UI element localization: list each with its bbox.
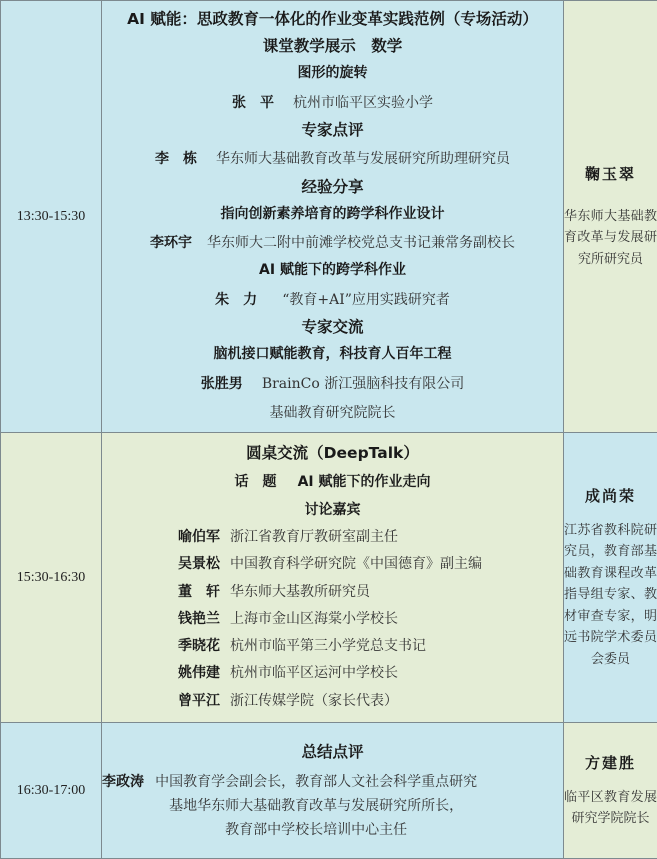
guest-name: 喻伯军 <box>102 524 230 551</box>
host-cell <box>564 723 657 859</box>
block-topic: 脑机接口赋能教育，科技育人百年工程 <box>102 341 563 368</box>
host-description: 江苏省教科院研究员，教育部基础教育课程改革指导组专家、教材审查专家，明远书院学术委员会委员 <box>564 520 657 671</box>
guest-affiliation: 浙江省教育厅教研室副主任 <box>230 524 398 551</box>
affiliation-line: 基地华东师大基础教育改革与发展研究所所长， <box>155 794 477 818</box>
list-item <box>102 551 563 578</box>
block-topic: 图形的旋转 <box>102 60 563 87</box>
block-heading: AI 赋能下的跨学科作业 <box>102 257 563 284</box>
speaker-line <box>102 285 563 314</box>
block-heading: 专家点评 <box>102 117 563 144</box>
speaker-line <box>102 88 563 117</box>
speaker-line <box>102 228 563 257</box>
session-title: AI 赋能：思政教育一体化的作业变革实践范例（专场活动） <box>102 6 563 33</box>
speaker-affiliation: 基础教育研究院院长 <box>270 405 396 421</box>
speaker-affiliation: 华东师大二附中前滩学校党总支书记兼常务副校长 <box>207 235 515 251</box>
speaker-name: 李环宇 <box>150 235 192 251</box>
guest-name: 董 轩 <box>102 579 230 606</box>
topic-line <box>102 467 563 496</box>
host-name: 成尚荣 <box>564 485 657 506</box>
speaker-line <box>102 369 563 398</box>
speaker-affiliation: “教育+AI”应用实践研究者 <box>282 292 450 308</box>
guest-list <box>102 524 563 715</box>
speaker-name: 张 平 <box>232 95 274 111</box>
speaker-name: 李政涛 <box>102 770 144 794</box>
list-item <box>102 688 563 715</box>
block-heading: 经验分享 <box>102 174 563 201</box>
host-description: 临平区教育发展研究学院院长 <box>564 787 657 830</box>
host-cell <box>564 433 657 723</box>
session-title: 总结点评 <box>102 739 563 766</box>
guest-affiliation: 华东师大基教所研究员 <box>230 579 370 606</box>
guest-name: 钱艳兰 <box>102 606 230 633</box>
block-heading: 专家交流 <box>102 314 563 341</box>
topic-label: 话 题 <box>234 474 276 490</box>
session-content <box>102 723 564 859</box>
speaker-line <box>102 144 563 173</box>
host-cell <box>564 1 657 433</box>
session-content <box>102 1 564 433</box>
list-item <box>102 606 563 633</box>
speaker-affiliation: 华东师大基础教育改革与发展研究所助理研究员 <box>216 151 510 167</box>
speaker-affiliation: BrainCo 浙江强脑科技有限公司 <box>262 376 464 392</box>
list-item <box>102 633 563 660</box>
host-description: 华东师大基础教育改革与发展研究所研究员 <box>564 206 657 271</box>
session-row <box>1 1 657 433</box>
block-topic: 指向创新素养培育的跨学科作业设计 <box>102 201 563 228</box>
speaker-line <box>102 770 563 842</box>
session-time: 15:30-16:30 <box>1 433 102 723</box>
session-content <box>102 433 564 723</box>
guest-name: 曾平江 <box>102 688 230 715</box>
guest-affiliation: 上海市金山区海棠小学校长 <box>230 606 398 633</box>
speaker-name: 李 栋 <box>155 151 197 167</box>
speaker-name: 张胜男 <box>201 376 243 392</box>
host-name: 方建胜 <box>564 752 657 773</box>
guest-affiliation: 中国教育科学研究院《中国德育》副主编 <box>230 551 482 578</box>
speaker-name: 朱 力 <box>215 292 257 308</box>
session-row <box>1 433 657 723</box>
session-time: 13:30-15:30 <box>1 1 102 433</box>
list-item <box>102 524 563 551</box>
session-title: 圆桌交流（DeepTalk） <box>102 440 563 467</box>
guest-name: 姚伟建 <box>102 660 230 687</box>
speaker-affiliation <box>155 770 477 842</box>
guest-affiliation: 杭州市临平第三小学党总支书记 <box>230 633 426 660</box>
guest-name: 吴景松 <box>102 551 230 578</box>
speaker-affiliation: 杭州市临平区实验小学 <box>293 95 433 111</box>
speaker-affiliation-line <box>102 398 563 427</box>
topic-text: AI 赋能下的作业走向 <box>298 474 431 490</box>
host-name: 鞠玉翠 <box>564 163 657 184</box>
list-item <box>102 660 563 687</box>
guest-affiliation: 杭州市临平区运河中学校长 <box>230 660 398 687</box>
affiliation-line: 中国教育学会副会长，教育部人文社会科学重点研究 <box>155 770 477 794</box>
list-item <box>102 579 563 606</box>
guests-heading: 讨论嘉宾 <box>102 497 563 524</box>
block-heading: 课堂教学展示 数学 <box>102 33 563 60</box>
guest-name: 季晓花 <box>102 633 230 660</box>
session-time: 16:30-17:00 <box>1 723 102 859</box>
guest-affiliation: 浙江传媒学院（家长代表） <box>230 688 398 715</box>
affiliation-line: 教育部中学校长培训中心主任 <box>155 818 477 842</box>
session-row <box>1 723 657 859</box>
